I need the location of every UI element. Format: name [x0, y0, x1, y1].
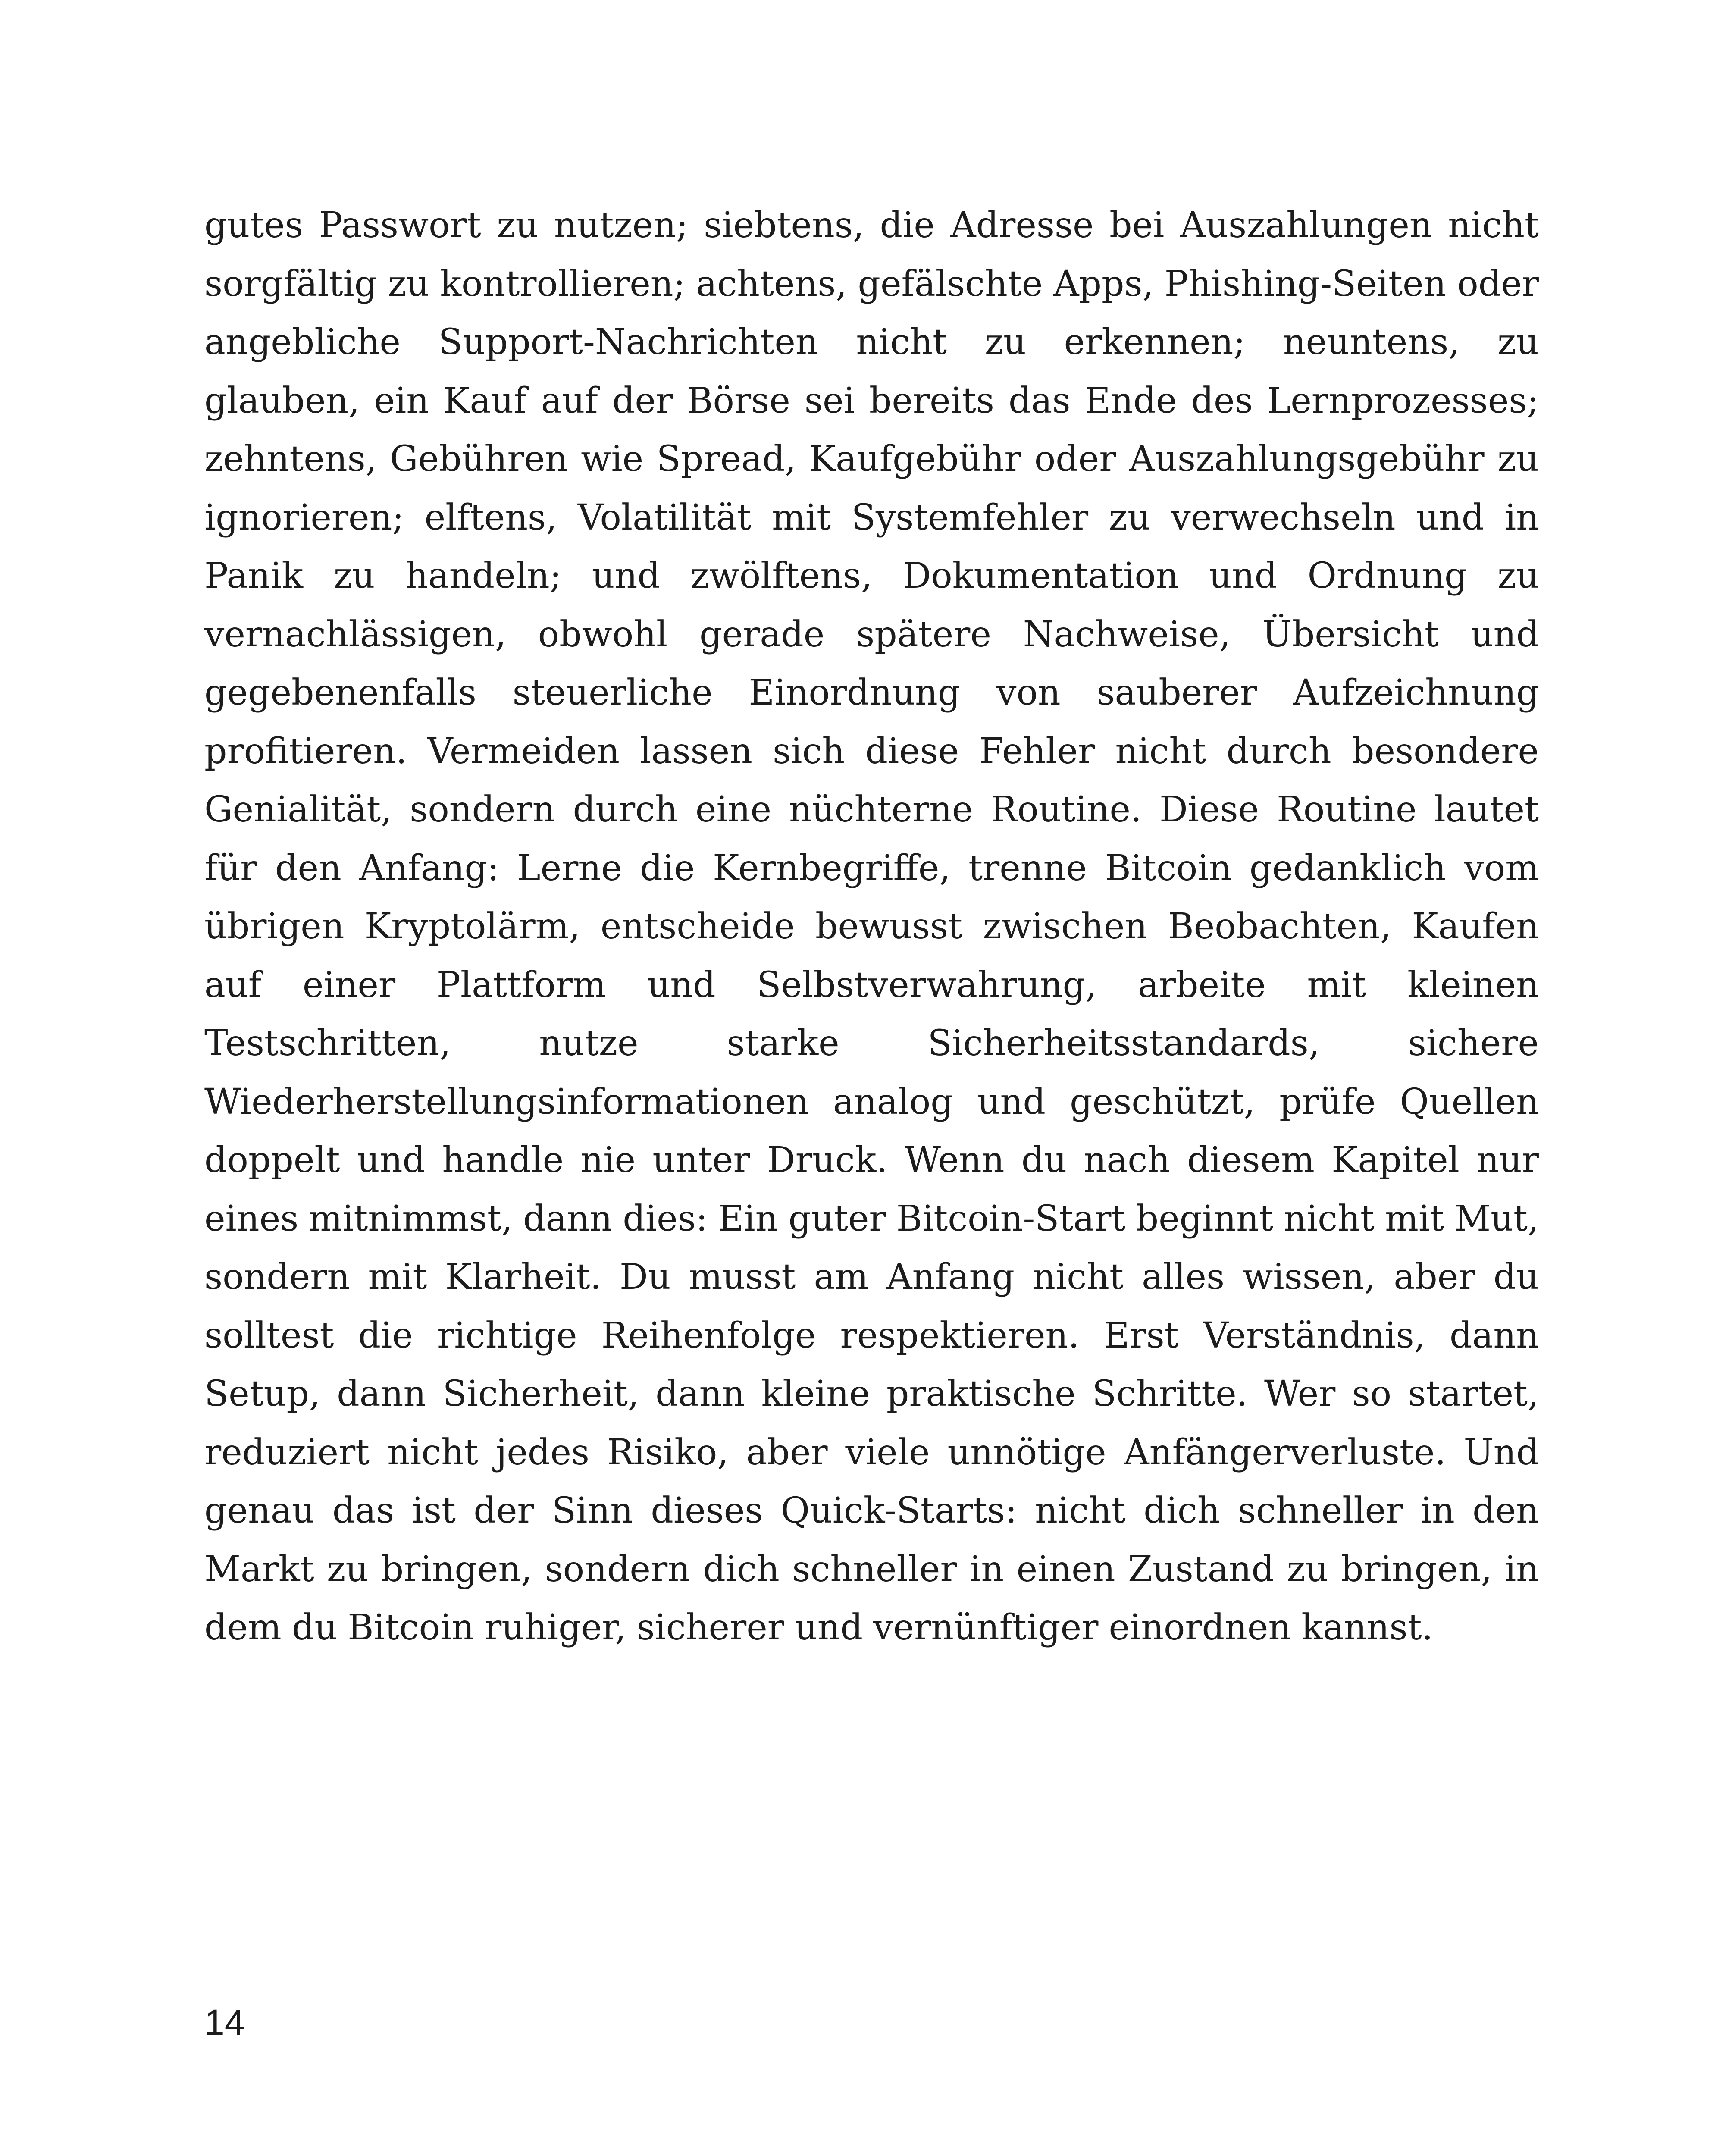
body-paragraph: gutes Passwort zu nutzen; siebtens, die Adresse bei Auszahlungen nicht sorgfältig zu kontrollieren; achtens, gefälschte Apps, Phishing-Seiten oder angebliche Support-Nachrichten nicht zu erkennen; neuntens, zu glauben, ein Kauf auf der Börse sei bereits das Ende des Lernprozesses; zehntens, Gebühren wie Spread, Kaufgebühr oder Auszahlungsgebühr zu ignorieren; elftens, Volatilität mit Systemfehler zu verwechseln und in Panik zu handeln; und zwölftens, Dokumentation und Ordnung zu vernachlässigen, obwohl gerade spätere Nachweise, Übersicht und gegebenenfalls steuerliche Einordnung von sauberer Aufzeichnung profitieren. Vermeiden lassen sich diese Fehler nicht durch besondere Genialität, sondern durch eine nüchterne Routine. Diese Routine lautet für den Anfang: Lerne die Kernbegriffe, trenne Bitcoin gedanklich vom übrigen Kryptolärm, entscheide bewusst zwischen Beobachten, Kaufen auf einer Plattform und Selbstverwahrung, arbeite mit kleinen Testschritten, nutze starke Sicherheitsstandards, sichere Wiederherstellungsinformationen analog und geschützt, prüfe Quellen doppelt und handle nie unter Druck. Wenn du nach diesem Kapitel nur eines mitnimmst, dann dies: Ein guter Bitcoin-Start beginnt nicht mit Mut, sondern mit Klarheit. Du musst am Anfang nicht alles wissen, aber du solltest die richtige Reihenfolge respektieren. Erst Verständnis, dann Setup, dann Sicherheit, dann kleine praktische Schritte. Wer so startet, reduziert nicht jedes Risiko, aber viele unnötige Anfängerverluste. Und genau das ist der Sinn dieses Quick-Starts: nicht dich schneller in den Markt zu bringen, sondern dich schneller in einen Zustand zu bringen, in dem du Bitcoin ruhiger, sicherer und vernünftiger einordnen kannst.: [204, 205, 1539, 1648]
page-number: 14: [204, 2002, 245, 2043]
